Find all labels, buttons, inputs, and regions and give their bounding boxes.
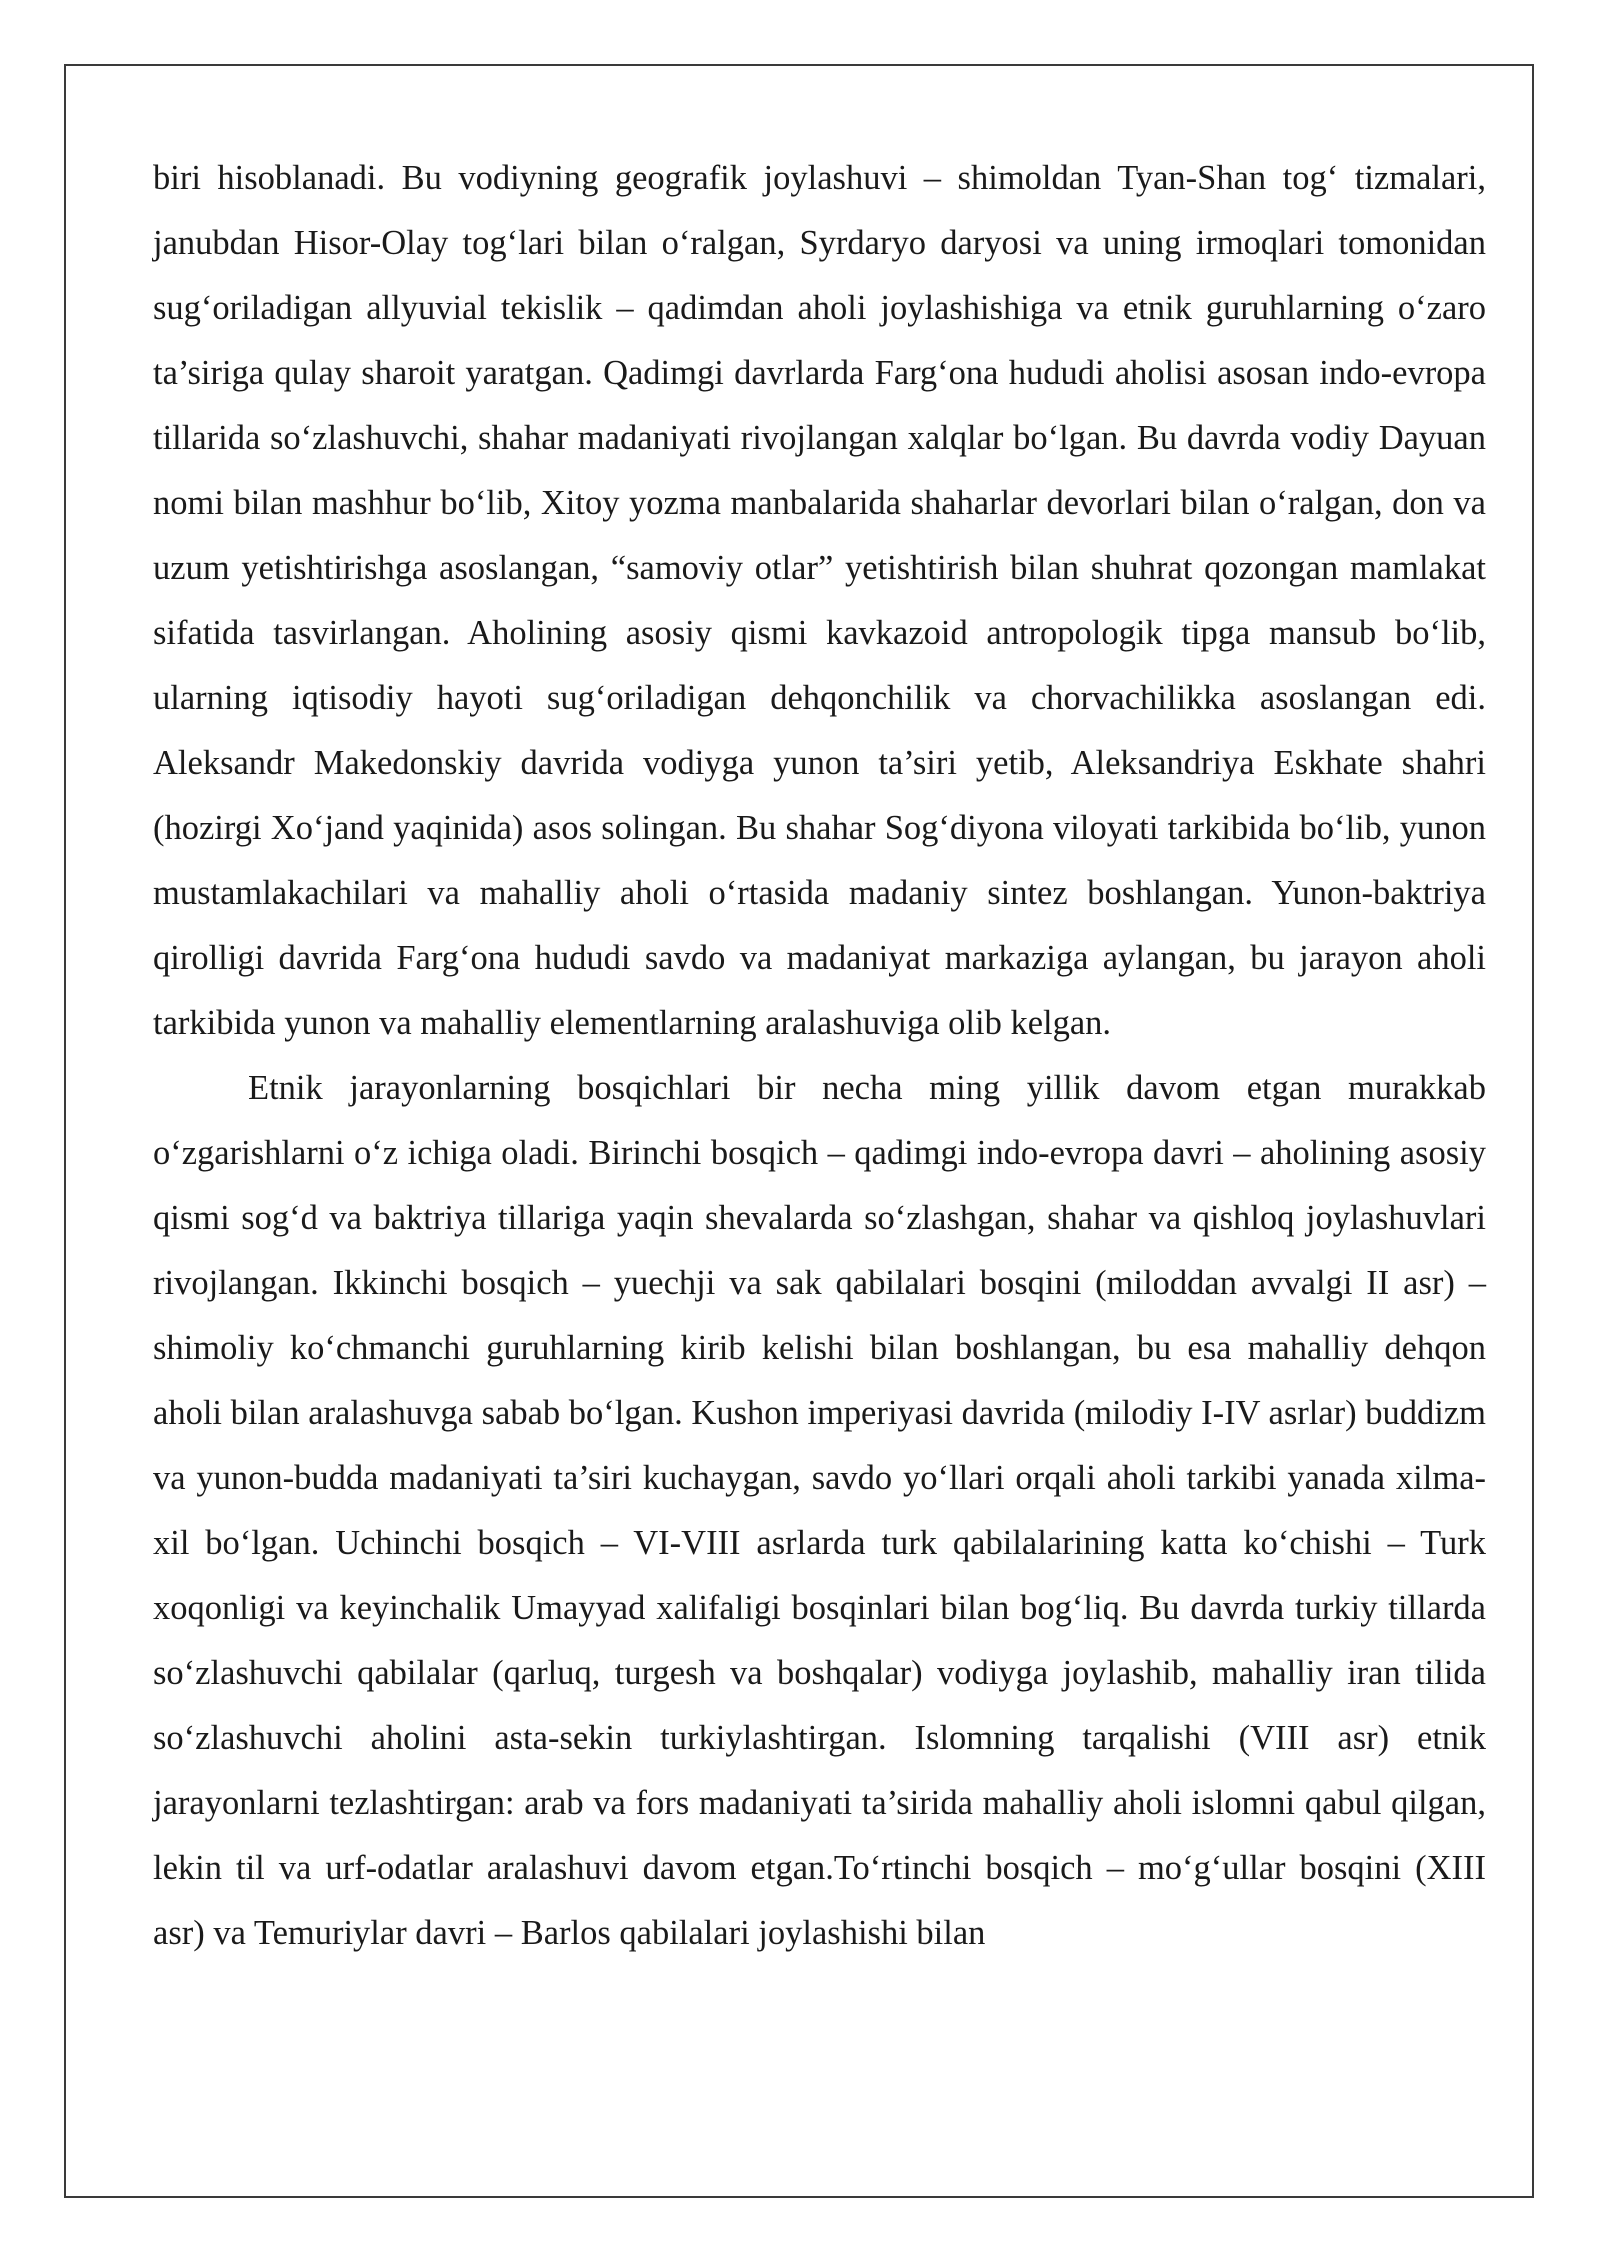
paragraph-2: Etnik jarayonlarning bosqichlari bir necha ming yillik davom etgan murakkab o‘zgarishlarni o‘z ichiga oladi. Birinchi bosqich – qadimgi indo-evropa davri – aholining asosiy qismi sog‘d va baktriya tillariga yaqin shevalarda so‘zlashgan, shahar va qishloq joylashuvlari rivojlangan. Ikkinchi bosqich – yuechji va sak qabilalari bosqini (miloddan avvalgi II asr) – shimoliy ko‘chmanchi guruhlarning kirib kelishi bilan boshlangan, bu esa mahalliy dehqon aholi bilan aralashuvga sabab bo‘lgan. Kushon imperiyasi davrida (milodiy I-IV asrlar) buddizm va yunon-budda madaniyati ta’siri kuchaygan, savdo yo‘llari orqali aholi tarkibi yanada xilma-xil bo‘lgan. Uchinchi bosqich – VI-VIII asrlarda turk qabilalarining katta ko‘chishi – Turk xoqonligi va keyinchalik Umayyad xalifaligi bosqinlari bilan bog‘liq. Bu davrda turkiy tillarda so‘zlashuvchi qabilalar (qarluq, turgesh va boshqalar) vodiyga joylashib, mahalliy iran tilida so‘zlashuvchi aholini asta-sekin turkiylashtirgan. Islomning tarqalishi (VIII asr) etnik jarayonlarni tezlashtirgan: arab va fors madaniyati ta’sirida mahalliy aholi islomni qabul qilgan, lekin til va urf-odatlar aralashuvi davom etgan.To‘rtinchi bosqich – mo‘g‘ullar bosqini (XIII asr) va Temuriylar davri – Barlos qabilalari joylashishi bilan (153, 1069, 1487, 1952)
paragraph-1: biri hisoblanadi. Bu vodiyning geografik joylashuvi – shimoldan Tyan-Shan tog‘ tizmalari, janubdan Hisor-Olay tog‘lari bilan o‘ralgan, Syrdaryo daryosi va uning irmoqlari tomonidan sug‘oriladigan allyuvial tekislik – qadimdan aholi joylashishiga va etnik guruhlarning o‘zaro ta’siriga qulay sharoit yaratgan. Qadimgi davrlarda Farg‘ona hududi aholisi asosan indo-evropa tillarida so‘zlashuvchi, shahar madaniyati rivojlangan xalqlar bo‘lgan. Bu davrda vodiy Dayuan nomi bilan mashhur bo‘lib, Xitoy yozma manbalarida shaharlar devorlari bilan o‘ralgan, don va uzum yetishtirishga asoslangan, “samoviy otlar” yetishtirish bilan shuhrat qozongan mamlakat sifatida tasvirlangan. Aholining asosiy qismi kavkazoid antropologik tipga mansub bo‘lib, ularning iqtisodiy hayoti sug‘oriladigan dehqonchilik va chorvachilikka asoslangan edi. Aleksandr Makedonskiy davrida vodiyga yunon ta’siri yetib, Aleksandriya Eskhate shahri (hozirgi Xo‘jand yaqinida) asos solingan. Bu shahar Sog‘diyona viloyati tarkibida bo‘lib, yunon mustamlakachilari va mahalliy aholi o‘rtasida madaniy sintez boshlangan. Yunon-baktriya qirolligi davrida Farg‘ona hududi savdo va madaniyat markaziga aylangan, bu jarayon aholi tarkibida yunon va mahalliy elementlarning aralashuviga olib kelgan. (153, 159, 1486, 1042)
document-body (153, 146, 1486, 1966)
